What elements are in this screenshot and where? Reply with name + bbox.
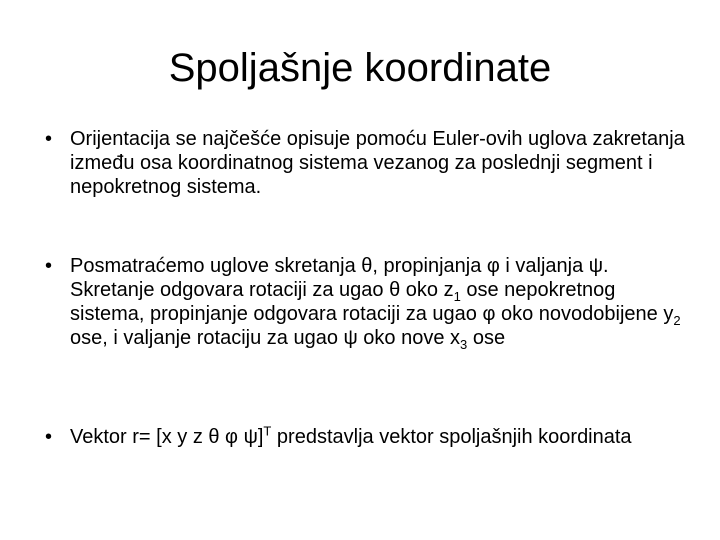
subscript-2: 2 [673, 313, 681, 328]
bullet-text-part: predstavlja vektor spoljašnjih koordinata [271, 426, 632, 448]
bullet-text [45, 127, 695, 199]
bullet-item-vector [45, 425, 695, 449]
bullet-text-part: Orijentacija se najčešće opisuje pomoću Euler-ovih uglova zakretanja između osa koordinatnog sistema vezanog za poslednji segment i nepokretnog sistema. [70, 128, 685, 198]
bullet-marker: • [45, 426, 53, 448]
bullet-marker: • [45, 128, 53, 150]
bullet-item-angles [45, 254, 695, 350]
superscript-transpose: T [263, 423, 272, 439]
bullet-text [45, 254, 695, 350]
bullet-text-part: Posmatraćemo uglove skretanja θ, propinjanja φ i valjanja ψ. Skretanje odgovara rotaciji za ugao θ oko z [70, 255, 609, 301]
subscript-1: 1 [453, 289, 461, 304]
subscript-3: 3 [460, 337, 468, 352]
bullet-text [45, 425, 695, 449]
bullet-text-part: ose [467, 327, 506, 349]
bullet-text-part: Vektor r= [x y z θ φ ψ] [70, 426, 264, 448]
bullet-text-part: ose, i valjanje rotaciju za ugao ψ oko nove x [70, 327, 461, 349]
bullet-item-orientation [45, 127, 695, 199]
bullet-marker: • [45, 255, 53, 277]
slide-title: Spoljašnje koordinate [168, 46, 552, 90]
bullet-text-part: ose nepokretnog sistema, propinjanje odgovara rotaciji za ugao φ oko novodobijene y [70, 279, 674, 325]
